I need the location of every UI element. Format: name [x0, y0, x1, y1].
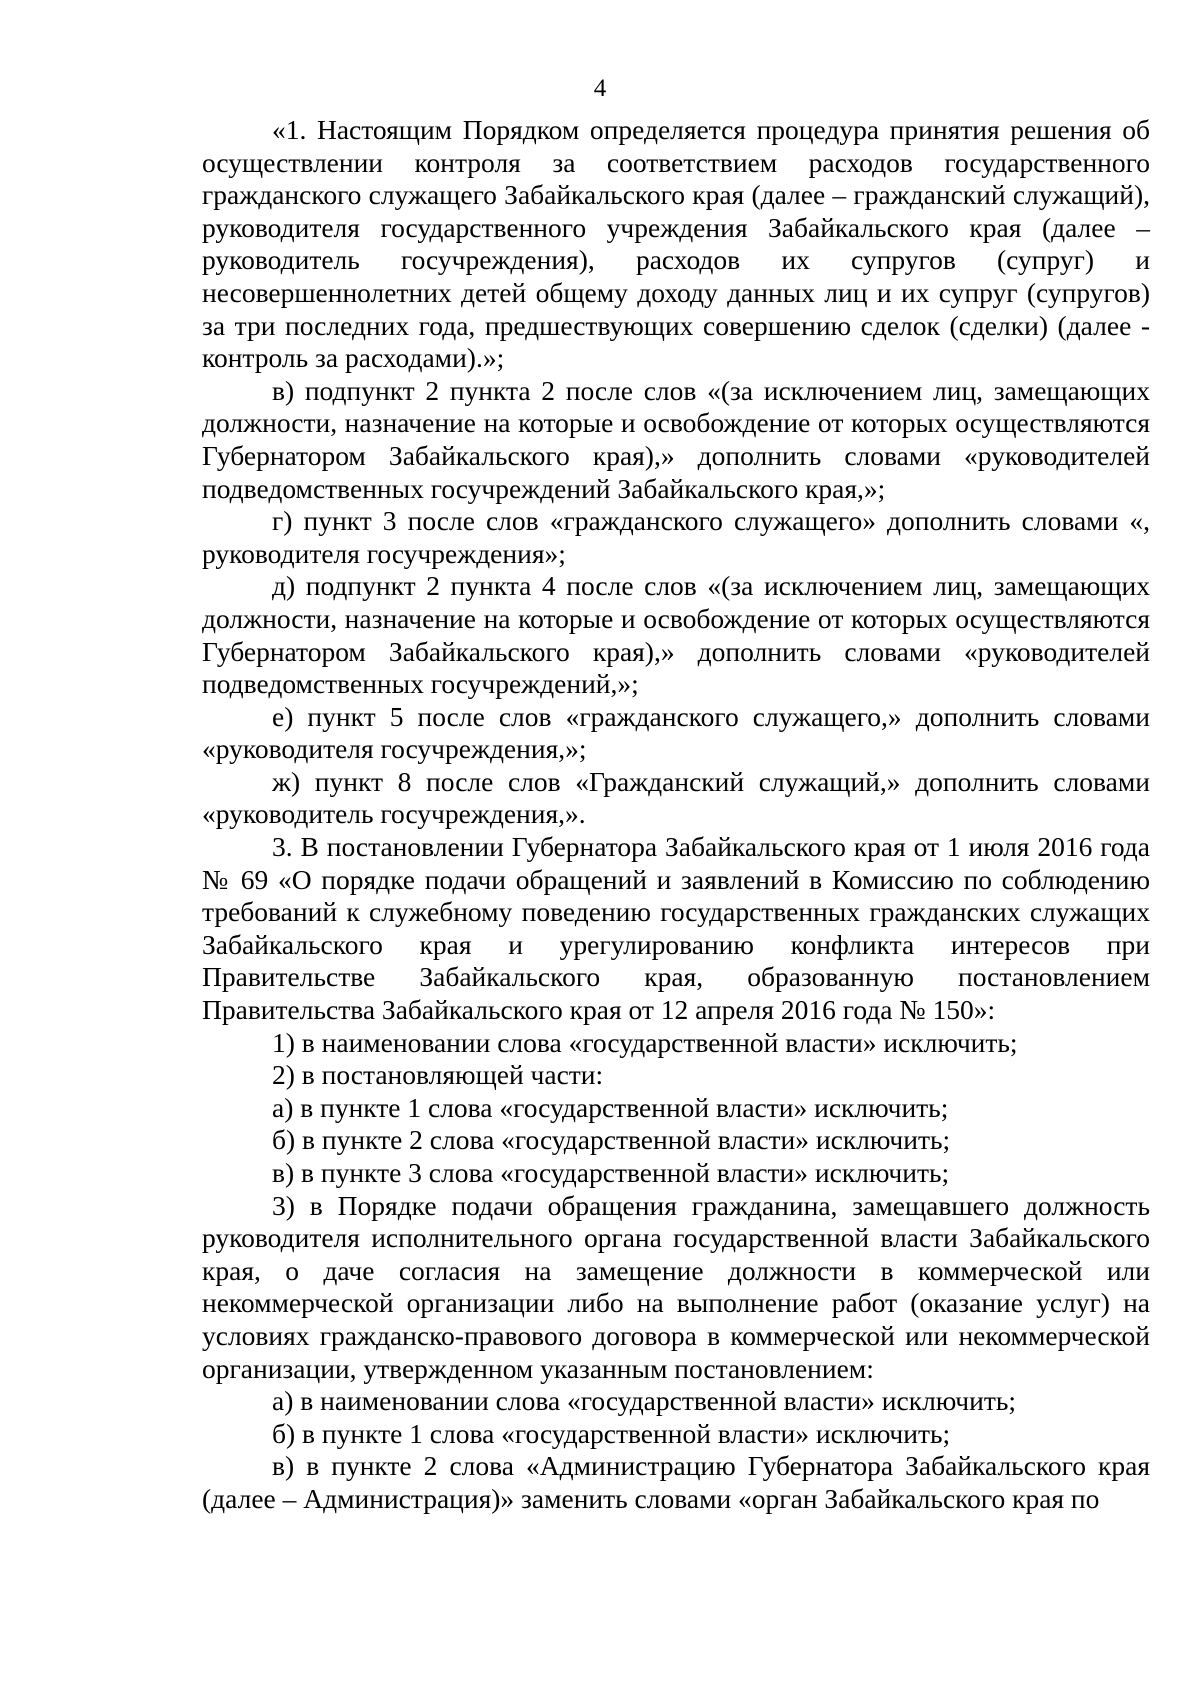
- paragraph-item-3b: б) в пункте 1 слова «государственной власти» исключить;: [272, 1417, 951, 1449]
- paragraph-subitem-g: г) пункт 3 после слов «гражданского служащего» дополнить словами «, руководителя госучреждения»;: [202, 505, 1150, 569]
- paragraph-subitem-v: в) подпункт 2 пункта 2 после слов «(за исключением лиц, замещающих должности, назначение на которые и освобождение от которых осуществляются Губернатором Забайкальского края),» дополнить словами «руководителей подведомственных госучреждений Забайкальского края,»;: [202, 374, 1150, 504]
- paragraph-section-3: 3. В постановлении Губернатора Забайкальского края от 1 июля 2016 года № 69 «О порядке подачи обращений и заявлений в Комиссию по соблюдению требований к служебному поведению государственных гражданских служащих Забайкальского края и урегулированию конфликта интересов при Правительстве Забайкальского края, образованную постановлением Правительства Забайкальского края от 12 апреля 2016 года № 150»:: [202, 831, 1150, 1026]
- paragraph-item-2v: в) в пункте 3 слова «государственной власти» исключить;: [272, 1157, 950, 1188]
- paragraph-item-3v: в) в пункте 2 слова «Администрацию Губернатора Забайкальского края (далее – Администрация)» заменить словами «орган Забайкальского края по: [202, 1450, 1150, 1514]
- paragraph-subitem-zh: ж) пункт 8 после слов «Гражданский служащий,» дополнить словами «руководитель госучреждения,».: [202, 765, 1150, 830]
- paragraph-subitem-d: д) подпункт 2 пункта 4 после слов «(за исключением лиц, замещающих должности, назначение на которые и освобождение от которых осуществляются Губернатором Забайкальского края),» дополнить словами «руководителей подведомственных госучреждений,»;: [202, 570, 1150, 700]
- page-number: 4: [593, 75, 607, 102]
- paragraph-item-1: 1) в наименовании слова «государственной власти» исключить;: [272, 1026, 1018, 1058]
- paragraph-item-2a: а) в пункте 1 слова «государственной власти» исключить;: [272, 1091, 949, 1123]
- paragraph-item-3a: а) в наименовании слова «государственной власти» исключить;: [272, 1385, 1017, 1417]
- paragraph-clause-1-procedure: «1. Настоящим Порядком определяется процедура принятия решения об осуществлении контроля за соответствием расходов государственного гражданского служащего Забайкальского края (далее – гражданский служащий), руководителя государственного учреждения Забайкальского края (далее – руководитель госучреждения), расходов их супругов (супруг) и несовершеннолетних детей общему доходу данных лиц и их супруг (супругов) за три последних года, предшествующих совершению сделок (сделки) (далее - контроль за расходами).»;: [202, 114, 1150, 374]
- paragraph-item-3: 3) в Порядке подачи обращения гражданина, замещавшего должность руководителя исполнительного органа государственной власти Забайкальского края, о даче согласия на замещение должности в коммерческой или некоммерческой организации либо на выполнение работ (оказание услуг) на условиях гражданско-правового договора в коммерческой или некоммерческой организации, утвержденном указанным постановлением:: [202, 1189, 1150, 1384]
- paragraph-subitem-e: е) пункт 5 после слов «гражданского служащего,» дополнить словами «руководителя госучреждения,»;: [202, 700, 1150, 765]
- document-body: [202, 114, 1150, 1516]
- paragraph-item-2b: б) в пункте 2 слова «государственной власти» исключить;: [272, 1124, 951, 1156]
- paragraph-item-2: 2) в постановляющей части:: [272, 1059, 604, 1091]
